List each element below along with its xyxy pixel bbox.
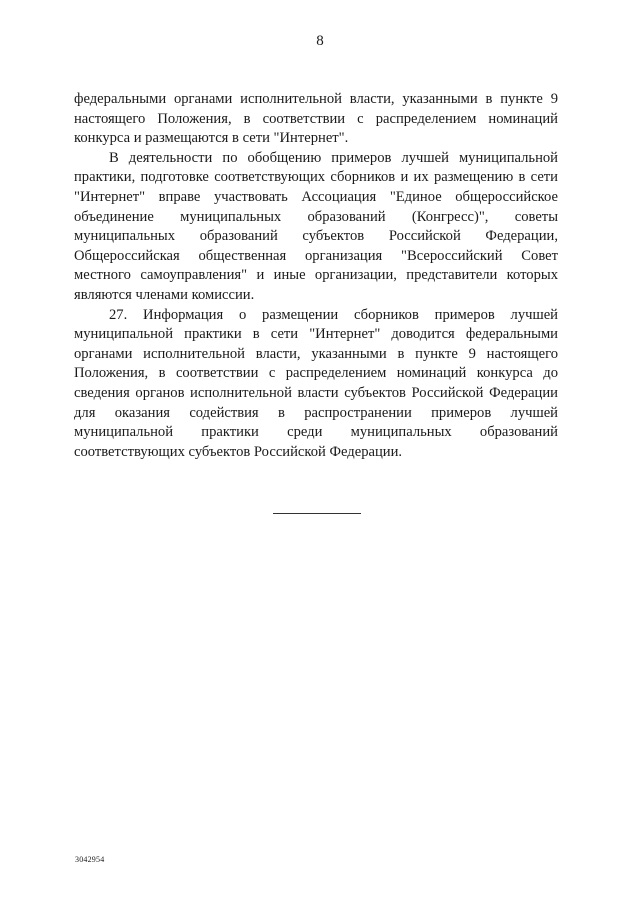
paragraph-continuation: федеральными органами исполнительной власти, указанными в пункте 9 настоящего Положения, в соответствии с распределением номинаций конкурса и размещаются в сети "Интернет".	[74, 91, 558, 147]
document-code: 3042954	[75, 855, 105, 864]
paragraph-participation: В деятельности по обобщению примеров лучшей муниципальной практики, подготовке соответствующих сборников и их размещению в сети "Интернет" вправе участвовать Ассоциация "Единое общероссийское объединение муниципальных образований (Конгресс)", советы муниципальных образований субъектов Российской Федерации, Общероссийская общественная организация "Всероссийский Совет местного самоуправления" и иные организации, представители которых являются членами комиссии.	[74, 149, 558, 303]
end-divider	[273, 513, 361, 514]
document-body	[74, 90, 558, 462]
page-number: 8	[316, 33, 324, 49]
paragraph-item-27: 27. Информация о размещении сборников примеров лучшей муниципальной практики в сети "Интернет" доводится федеральными органами исполнительной власти, указанными в пункте 9 настоящего Положения, в соответствии с распределением номинаций конкурса до сведения органов исполнительной власти субъектов Российской Федерации для оказания содействия в распространении примеров лучшей муниципальной практики среди муниципальных образований соответствующих субъектов Российской Федерации.	[74, 306, 558, 460]
